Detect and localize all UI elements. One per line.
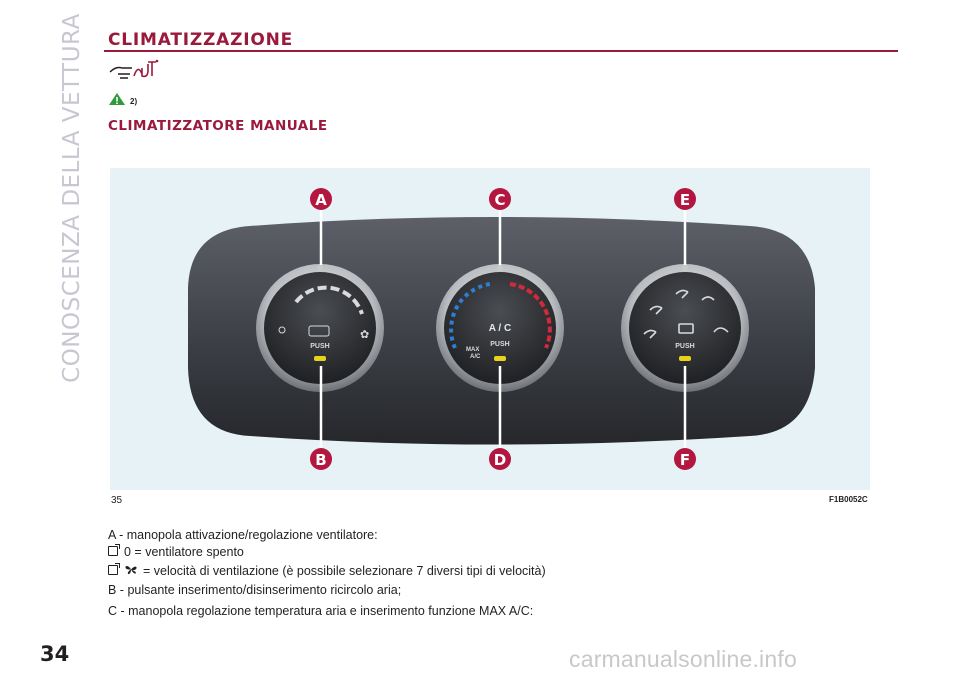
knob-c-ac: A / C [488, 323, 512, 334]
item-a-text: A - manopola attivazione/regolazione ventilatore: [108, 528, 378, 542]
item-a-bullet-1-text: 0 = ventilatore spento [124, 545, 244, 559]
figure-number: 35 [111, 495, 123, 506]
side-section-title: CONOSCENZA DELLA VETTURA [59, 13, 85, 383]
callout-b: B [315, 451, 327, 469]
page-number: 34 [40, 642, 70, 666]
max-ac-line1: MAX [466, 347, 480, 353]
callout-e: E [679, 191, 691, 209]
item-c-text: C - manopola regolazione temperatura aria e inserimento funzione MAX A/C: [108, 604, 534, 618]
hand-pointing-icon [108, 58, 164, 87]
callout-a: A [315, 191, 327, 209]
knob-c-push: PUSH [490, 341, 510, 348]
heading-rule [104, 50, 898, 52]
section-heading: CLIMATIZZAZIONE [108, 30, 294, 50]
callout-f: F [679, 451, 691, 469]
max-ac-line2: A/C [470, 354, 481, 360]
item-a-bullet-2 [108, 563, 546, 578]
subsection-heading: CLIMATIZZATORE MANUALE [108, 118, 328, 134]
footer-watermark: carmanualsonline.info [569, 646, 797, 672]
bullet-icon [108, 565, 118, 575]
item-a-bullet-1 [108, 545, 244, 559]
item-b-text: B - pulsante inserimento/disinserimento ricircolo aria; [108, 583, 402, 597]
knob-a-push: PUSH [310, 343, 330, 350]
svg-text:✿: ✿ [360, 328, 370, 341]
callout-c: C [494, 191, 506, 209]
bullet-icon [108, 546, 118, 556]
figure-code: F1B0052C [829, 495, 868, 504]
item-a-bullet-2-text: = velocità di ventilazione (è possibile selezionare 7 diversi tipi di velocità) [143, 564, 546, 578]
warning-reference: 2) [130, 97, 138, 106]
fan-icon [124, 563, 140, 578]
warning-triangle-icon [108, 92, 126, 111]
climate-panel-figure [110, 168, 870, 490]
callout-d: D [493, 451, 507, 469]
knob-e-push: PUSH [675, 343, 695, 350]
